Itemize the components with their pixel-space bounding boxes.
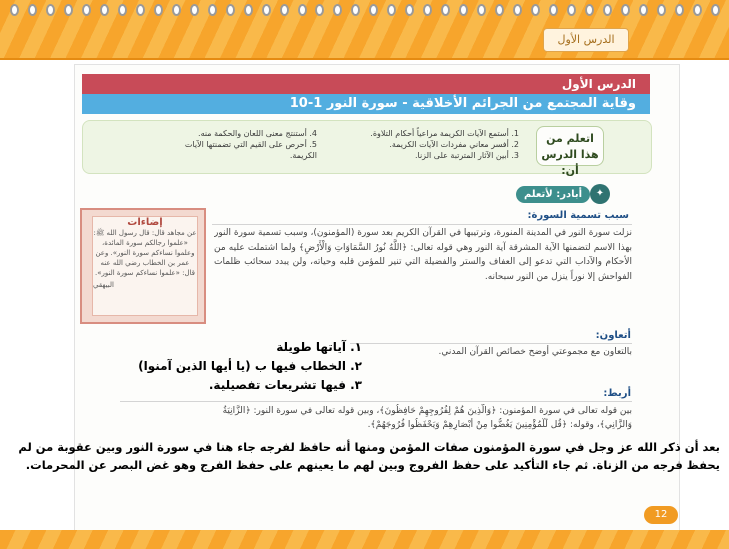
- naming-rule: [212, 224, 632, 225]
- answer-item: ١. آياتها طويلة: [276, 340, 362, 354]
- illustration-text: عن مجاهد قال: قال رسول الله ﷺ: «علموا رجالكم سورة المائدة، وعلموا نساءكم سورة النور». وعن عمر بن الخطاب رضي الله عنه قال: «علموا نساءكم سورة النور».: [93, 229, 197, 277]
- header-lesson-tab: الدرس الأول: [543, 28, 629, 52]
- objectives-right-column: [333, 128, 519, 161]
- objectives-label: [536, 126, 604, 177]
- illustration-title: إضاءات: [127, 217, 163, 228]
- objective-item: 5. أحرص على القيم التي تضمنتها الآيات: [184, 140, 317, 149]
- objectives-label-line1: اتعلم من: [546, 132, 594, 145]
- spiral-binding: [10, 4, 720, 18]
- naming-text: نزلت سورة النور في المدينة المنورة، وترتيبها في القرآن الكريم بعد سورة (المؤمنون)، وسبب تسمية سورة النور بهذا الاسم لتضمنها الآية المشرقة آية النور وهي قوله تعالى: ﴿اللَّهُ نُورُ السَّمَاوَاتِ وَالْأَرْضِ﴾ ولما اشتملت عليه من الأحكام والآداب التي تدعو إلى العفاف والستر والفضيلة التي تنير للمؤمن قلبه وحياته، ولن يبدد سحائب ظلمات الفواحش إلا نوراً ينزل من النور سبحانه.: [214, 228, 632, 282]
- lightbulb-icon: ✦: [590, 184, 610, 204]
- link-heading: أربط:: [603, 388, 631, 399]
- naming-heading: سبب تسمية السورة:: [527, 210, 629, 221]
- objective-item: الكريمة.: [289, 151, 317, 160]
- objective-item: 4. أستنتج معنى اللعان والحكمة منه.: [198, 129, 317, 138]
- illustration-source: البيهقي: [93, 281, 114, 289]
- objectives-left-column: [103, 128, 317, 161]
- objectives-label-line2: هذا الدرس أن:: [541, 148, 599, 177]
- cooperate-heading: أتعاون:: [595, 330, 631, 341]
- link-rule: [120, 401, 632, 402]
- objective-item: 1. أستمع الآيات الكريمة مراعياً أحكام التلاوة.: [370, 129, 519, 138]
- link-line1: بين قوله تعالى في سورة المؤمنون: ﴿وَالَّذِينَ هُمْ لِفُرُوجِهِمْ حَافِظُونَ﴾، وبين قوله تعالى في سورة النور: ﴿الزَّانِيَةُ: [222, 406, 632, 416]
- initiate-learn-tag: أبادر: لأتعلم: [516, 186, 590, 203]
- cooperate-rule: [350, 343, 632, 344]
- link-line2: وَالزَّانِي﴾، وقوله: ﴿قُل لِّلْمُؤْمِنِينَ يَغُضُّوا مِنْ أَبْصَارِهِمْ وَيَحْفَظُوا فُرُوجَهُمْ﴾.: [367, 420, 632, 430]
- objective-item: 3. أبين الآثار المترتبة على الزنا.: [414, 151, 519, 160]
- answer-list: [112, 338, 362, 395]
- answer-paragraph: بعد أن ذكر الله عز وجل في سورة المؤمنون صفات المؤمن ومنها أنه حافظ لفرجه جاء هنا في سورة النور وبين عقوبة من لم يحفظ فرجه من الزناة. ثم جاء التأكيد على حفظ الفروج وبين لهم ما يعينهم على حفظ الفرج وهو غض البصر عن المحرمات.: [18, 440, 720, 472]
- bottom-orange-band: [0, 530, 729, 549]
- illustration-card: [92, 216, 198, 316]
- answer-item: ٣. فيها تشريعات تفصيلية.: [208, 378, 362, 392]
- objective-item: 2. أفسر معاني مفردات الآيات الكريمة.: [389, 140, 519, 149]
- answer-item: ٢. الخطاب فيها ب (يا أيها الذين آمنوا): [138, 359, 362, 373]
- lesson-title: الدرس الأول: [82, 74, 650, 94]
- page-number: 12: [644, 506, 678, 524]
- lesson-subtitle: وقاية المجتمع من الجرائم الأخلاقية - سورة النور 1-10: [82, 94, 650, 114]
- cooperate-text: بالتعاون مع مجموعتي أوضح خصائص القرآن المدني.: [438, 347, 632, 357]
